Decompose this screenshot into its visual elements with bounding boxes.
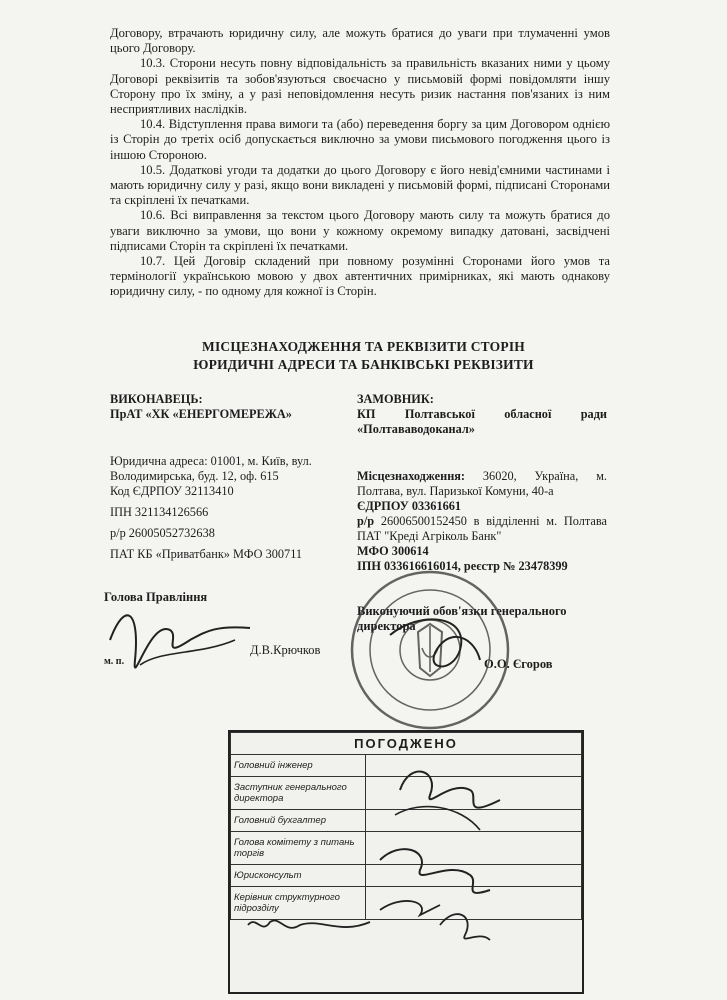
clause-10-3: 10.3. Сторони несуть повну відповідальність за правильність вказаних ними у цьому Договорі реквізитів та зобов'язуються своєчасно у письмовій формі повідомляти іншу Сторону про їх зміну, а у разі неповідомлення несуть ризик настання пов'язаних із ним несприятливих наслідків. — [110, 56, 610, 117]
approval-row-legal-counsel: Юрисконсульт — [231, 865, 366, 887]
contractor-signer-title: Голова Правління — [104, 590, 208, 604]
clause-10-5: 10.5. Додаткові угоди та додатки до цього Договору є його невід'ємними частинами і мають юридичну силу у разі, якщо вони викладені у письмовій формі, підписані Сторонами та скріплені їх печатками. — [110, 162, 610, 208]
contractor-signer-name: Д.В.Крючков — [250, 643, 321, 657]
approval-row-unit-head: Керівник структурного підрозділу — [231, 887, 366, 920]
customer-details — [357, 392, 607, 574]
section-heading-addresses: ЮРИДИЧНІ АДРЕСИ ТА БАНКІВСЬКІ РЕКВІЗИТИ — [193, 357, 534, 372]
official-seal — [352, 572, 508, 728]
approval-header: ПОГОДЖЕНО — [231, 733, 582, 755]
approval-row-chief-engineer: Головний інженер — [231, 755, 366, 777]
customer-name: КП Полтавської обласної ради «Полтававодоканал» — [357, 407, 607, 436]
customer-signer-name: О.О. Єгоров — [484, 657, 553, 671]
customer-account: р/р 26006500152450 в відділенні м. Полтава ПАТ "Креді Агріколь Банк" — [357, 514, 607, 543]
contract-clauses — [110, 26, 610, 300]
approval-row-chief-accountant: Головний бухгалтер — [231, 810, 366, 832]
contractor-account: р/р 26005052732638 — [110, 526, 215, 540]
contractor-details — [110, 392, 340, 562]
clause-10-6: 10.6. Всі виправлення за текстом цього Договору мають силу та можуть братися до уваги виключно за умови, що вони у кожному окремому випадку датовані, засвідчені підписами Сторін та скріплені їх печатками. — [110, 208, 610, 253]
customer-ipn: ІПН 033616616014, реєстр № 23478399 — [357, 559, 568, 573]
clause-10-4: 10.4. Відступлення права вимоги та (або) переведення боргу за цим Договором однією із Сторін до третіх осіб допускається виключно за умови письмового погодження цього із іншою Стороною. — [110, 117, 610, 162]
contractor-signature — [110, 615, 250, 667]
customer-role: ЗАМОВНИК: — [357, 392, 434, 406]
contractor-name: ПрАТ «ХК «ЕНЕРГОМЕРЕЖА» — [110, 407, 292, 421]
customer-mfo: МФО 300614 — [357, 544, 429, 558]
section-heading-location: МІСЦЕЗНАХОДЖЕННЯ ТА РЕКВІЗИТИ СТОРІН — [202, 339, 525, 354]
approval-table — [228, 730, 584, 994]
customer-edrpou: ЄДРПОУ 03361661 — [357, 499, 462, 513]
contractor-ipn: ІПН 321134126566 — [110, 505, 209, 519]
contractor-edrpou: Код ЄДРПОУ 32113410 — [110, 484, 234, 498]
approval-row-tender-committee: Голова комітету з питань торгів — [231, 832, 366, 865]
contractor-role: ВИКОНАВЕЦЬ: — [110, 392, 203, 406]
clause-continuation: Договору, втрачають юридичну силу, але можуть братися до уваги при тлумаченні умов цього Договору. — [110, 26, 610, 56]
approval-row-deputy-director: Заступник генерального директора — [231, 777, 366, 810]
customer-signer-title: Виконуючий обов'язки генерального директора — [357, 604, 567, 633]
clause-10-7: 10.7. Цей Договір складений при повному розумінні Сторонами його умов та термінології українською мовою у двох автентичних примірниках, які мають однакову юридичну силу, - по одному для кожної із Сторін. — [110, 254, 610, 299]
contractor-bank: ПАТ КБ «Приватбанк» МФО 300711 — [110, 547, 303, 561]
contractor-address: Юридична адреса: 01001, м. Київ, вул. Володимирська, буд. 12, оф. 615 — [110, 454, 312, 483]
customer-location: Місцезнаходження: 36020, Україна, м. Полтава, вул. Паризької Комуни, 40-а — [357, 469, 607, 498]
contractor-stamp-mark: м. п. — [104, 656, 125, 667]
